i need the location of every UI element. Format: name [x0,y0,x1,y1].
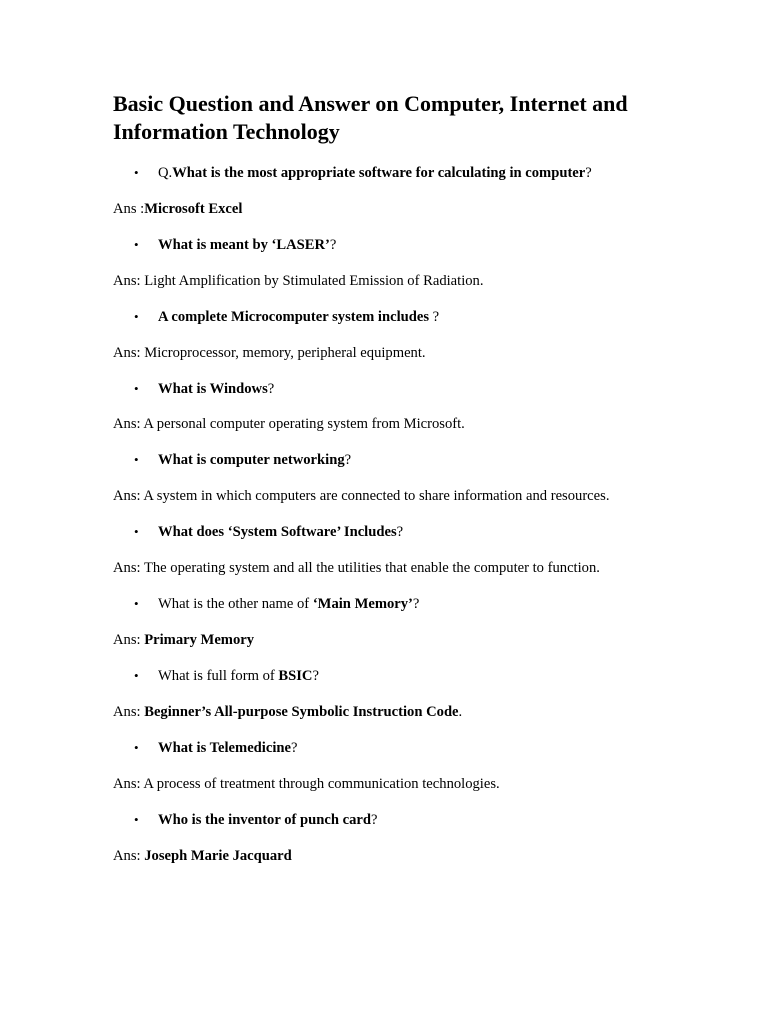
bullet: • [134,596,139,611]
answer-prefix: Ans : [113,201,145,217]
answer-2 [113,272,484,290]
bullet: • [134,524,139,539]
answer-text: Microprocessor, memory, peripheral equipment. [144,345,426,361]
question-10 [134,811,377,829]
answer-prefix: Ans: [113,776,144,792]
answer-prefix: Ans: [113,345,145,361]
answer-8 [113,703,462,721]
answer-5 [113,487,609,505]
question-suffix: ? [412,596,420,612]
answer-text: Light Amplification by Stimulated Emission of Radiation. [144,273,484,289]
answer-bold: Primary Memory [144,632,255,648]
answer-prefix: Ans: [113,273,145,289]
answer-text: A personal computer operating system from Microsoft. [143,416,465,432]
question-suffix: ? [396,524,404,540]
answer-7 [113,631,254,649]
question-text: A complete Microcomputer system includes [158,309,430,325]
title-line-1: Basic Question and Answer on Computer, Internet and [113,91,628,116]
question-5 [134,451,351,469]
question-text: Who is the inventor of punch card [158,812,371,828]
question-suffix: ? [312,668,319,684]
answer-text: A system in which computers are connected to share information and resources. [143,488,610,504]
answer-9 [113,775,500,793]
question-4 [134,380,274,398]
question-8 [134,667,319,685]
bullet: • [134,237,139,252]
bullet: • [134,381,139,396]
answer-prefix: Ans: [113,632,145,648]
question-text: What is Telemedicine [158,740,291,756]
question-text: What is computer networking [158,452,345,468]
answer-3 [113,344,426,362]
question-prefix: What is the other name of [158,596,313,612]
question-7 [134,595,419,613]
bullet: • [134,452,139,467]
answer-suffix: . [458,704,463,720]
title-line-2: Information Technology [113,119,340,144]
question-3 [134,308,439,326]
answer-prefix: Ans: [113,416,144,432]
answer-bold: Joseph Marie Jacquard [144,848,292,864]
question-suffix: ? [371,812,378,828]
question-suffix: ? [344,452,352,468]
question-1 [134,164,592,182]
answer-prefix: Ans: [113,488,144,504]
question-suffix: ? [290,740,298,756]
bullet: • [134,812,139,827]
question-suffix: ? [585,165,592,181]
question-prefix: What is full form of [158,668,279,684]
question-suffix: ? [429,309,440,325]
answer-1 [113,200,242,218]
question-text: ‘Main Memory’ [312,596,413,612]
question-text: BSIC [278,668,313,684]
question-text: What is Windows [158,381,268,397]
question-6 [134,523,403,541]
answer-bold: Microsoft Excel [144,201,243,217]
answer-text: A process of treatment through communication technologies. [143,776,500,792]
answer-text: The operating system and all the utilities that enable the computer to function. [143,560,600,576]
answer-prefix: Ans: [113,704,145,720]
bullet: • [134,165,139,180]
question-text: What is meant by ‘LASER’ [158,237,330,253]
question-suffix: ? [267,381,275,397]
question-2 [134,236,336,254]
question-text: What does ‘System Software’ Includes [158,524,397,540]
answer-bold: Beginner’s All-purpose Symbolic Instruction Code [144,704,459,720]
answer-prefix: Ans: [113,848,145,864]
question-suffix: ? [329,237,337,253]
question-text: What is the most appropriate software for calculating in computer [172,165,586,181]
bullet: • [134,740,139,755]
bullet: • [134,668,139,683]
bullet: • [134,309,139,324]
answer-10 [113,847,292,865]
page-title [113,90,713,146]
question-prefix: Q. [158,165,173,181]
answer-prefix: Ans: [113,560,144,576]
answer-4 [113,415,465,433]
question-9 [134,739,297,757]
answer-6 [113,559,600,577]
